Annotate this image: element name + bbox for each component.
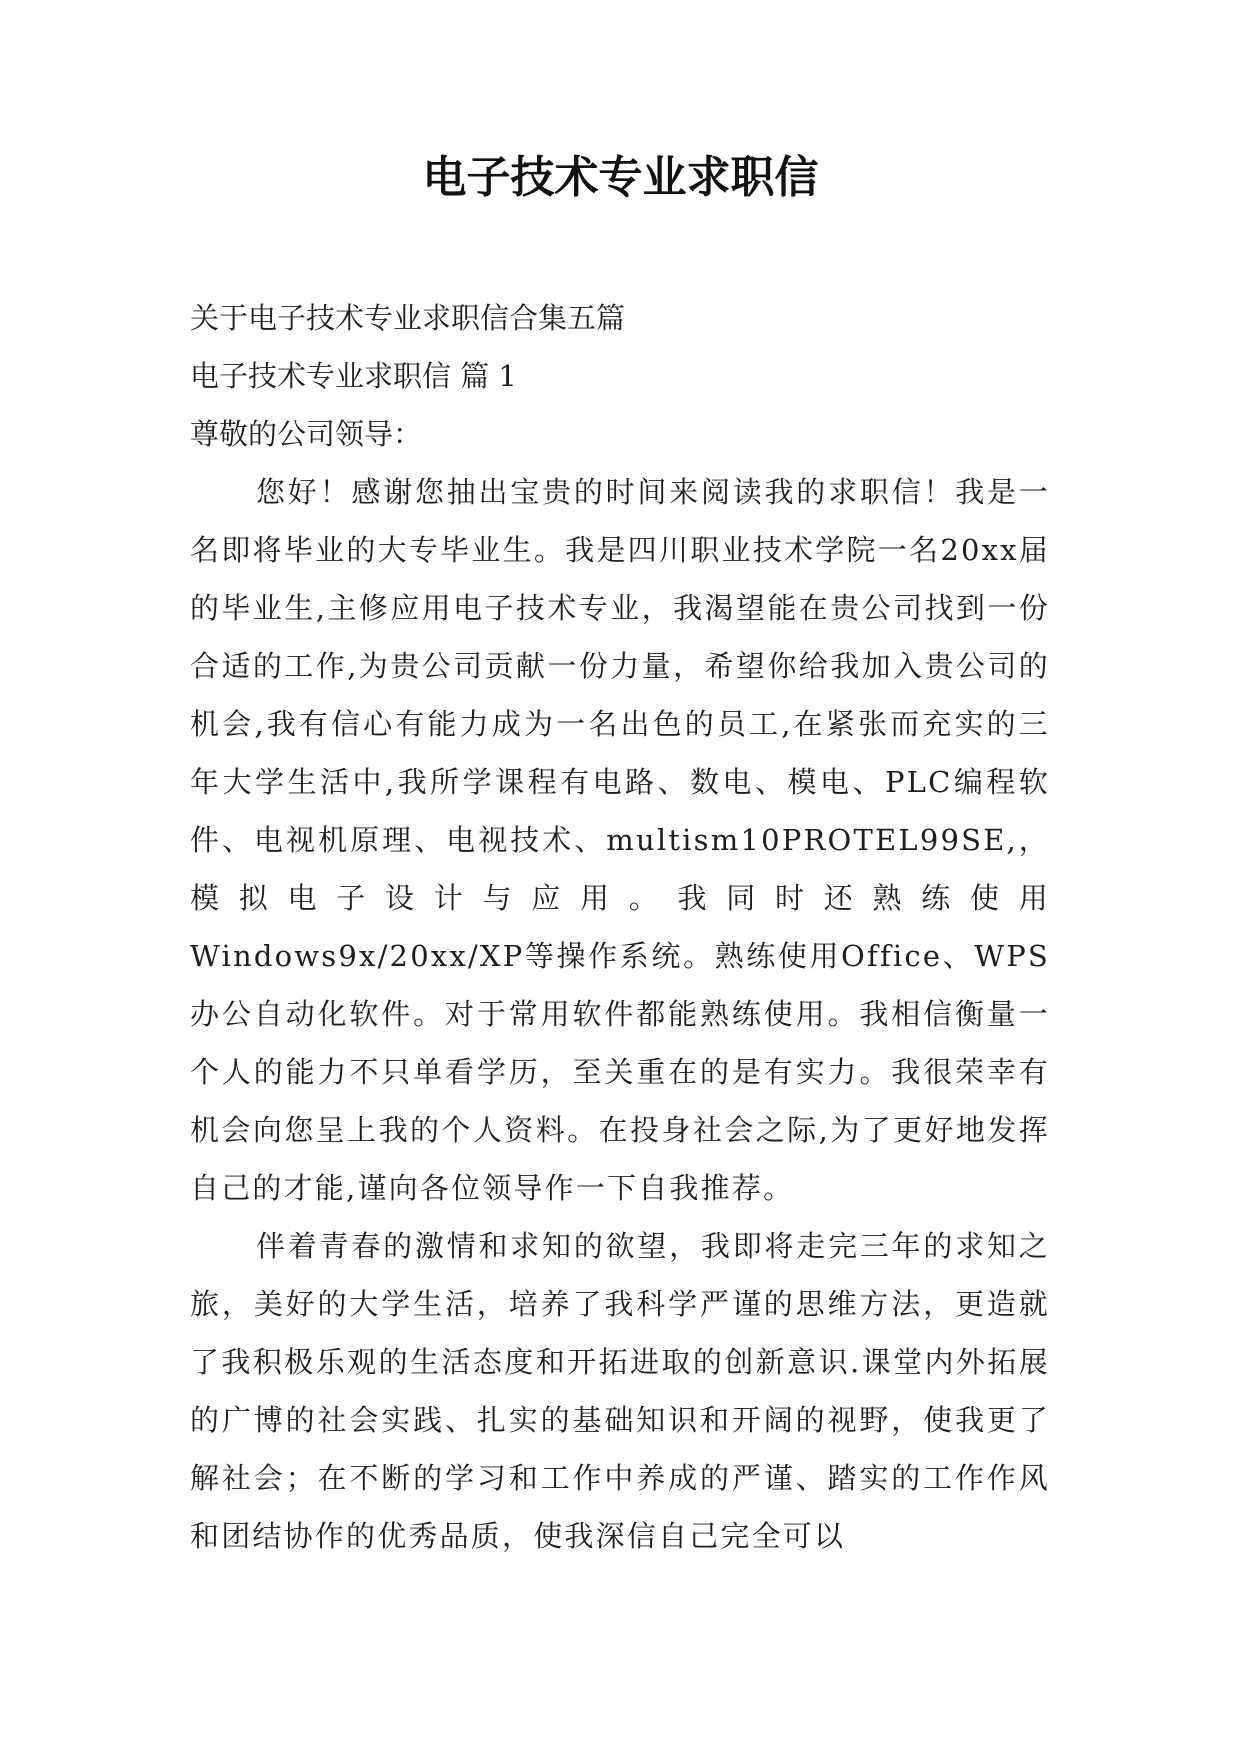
document-title: 电子技术专业求职信 — [422, 152, 819, 203]
paragraph-1: 您好！感谢您抽出宝贵的时间来阅读我的求职信！我是一名即将毕业的大专毕业生。我是四川职业技术学院一名20xx届的毕业生,主修应用电子技术专业，我渴望能在贵公司找到一份合适的工作,为贵公司贡献一份力量，希望你给我加入贵公司的机会,我有信心有能力成为一名出色的员工,在紧张而充实的三年大学生活中,我所学课程有电路、数电、模电、PLC编程软件、电视机原理、电视技术、multism10PROTEL99SE,，模拟电子设计与应用。我同时还熟练使用Windows9x/20xx/XP等操作系统。熟练使用Office、WPS办公自动化软件。对于常用软件都能熟练使用。我相信衡量一个人的能力不只单看学历，至关重在的是有实力。我很荣幸有机会向您呈上我的个人资料。在投身社会之际,为了更好地发挥自己的才能,谨向各位领导作一下自我推荐。 — [190, 475, 1050, 1205]
document-body — [190, 289, 1050, 1565]
paragraph-2: 伴着青春的激情和求知的欲望，我即将走完三年的求知之旅，美好的大学生活，培养了我科学严谨的思维方法，更造就了我积极乐观的生活态度和开拓进取的创新意识.课堂内外拓展的广博的社会实践、扎实的基础知识和开阔的视野，使我更了解社会；在不断的学习和工作中养成的严谨、踏实的工作作风和团结协作的优秀品质，使我深信自己完全可以 — [190, 1229, 1050, 1553]
salutation: 尊敬的公司领导： — [190, 417, 423, 451]
section-heading: 电子技术专业求职信 篇 1 — [190, 359, 517, 393]
document-subtitle: 关于电子技术专业求职信合集五篇 — [190, 301, 626, 335]
